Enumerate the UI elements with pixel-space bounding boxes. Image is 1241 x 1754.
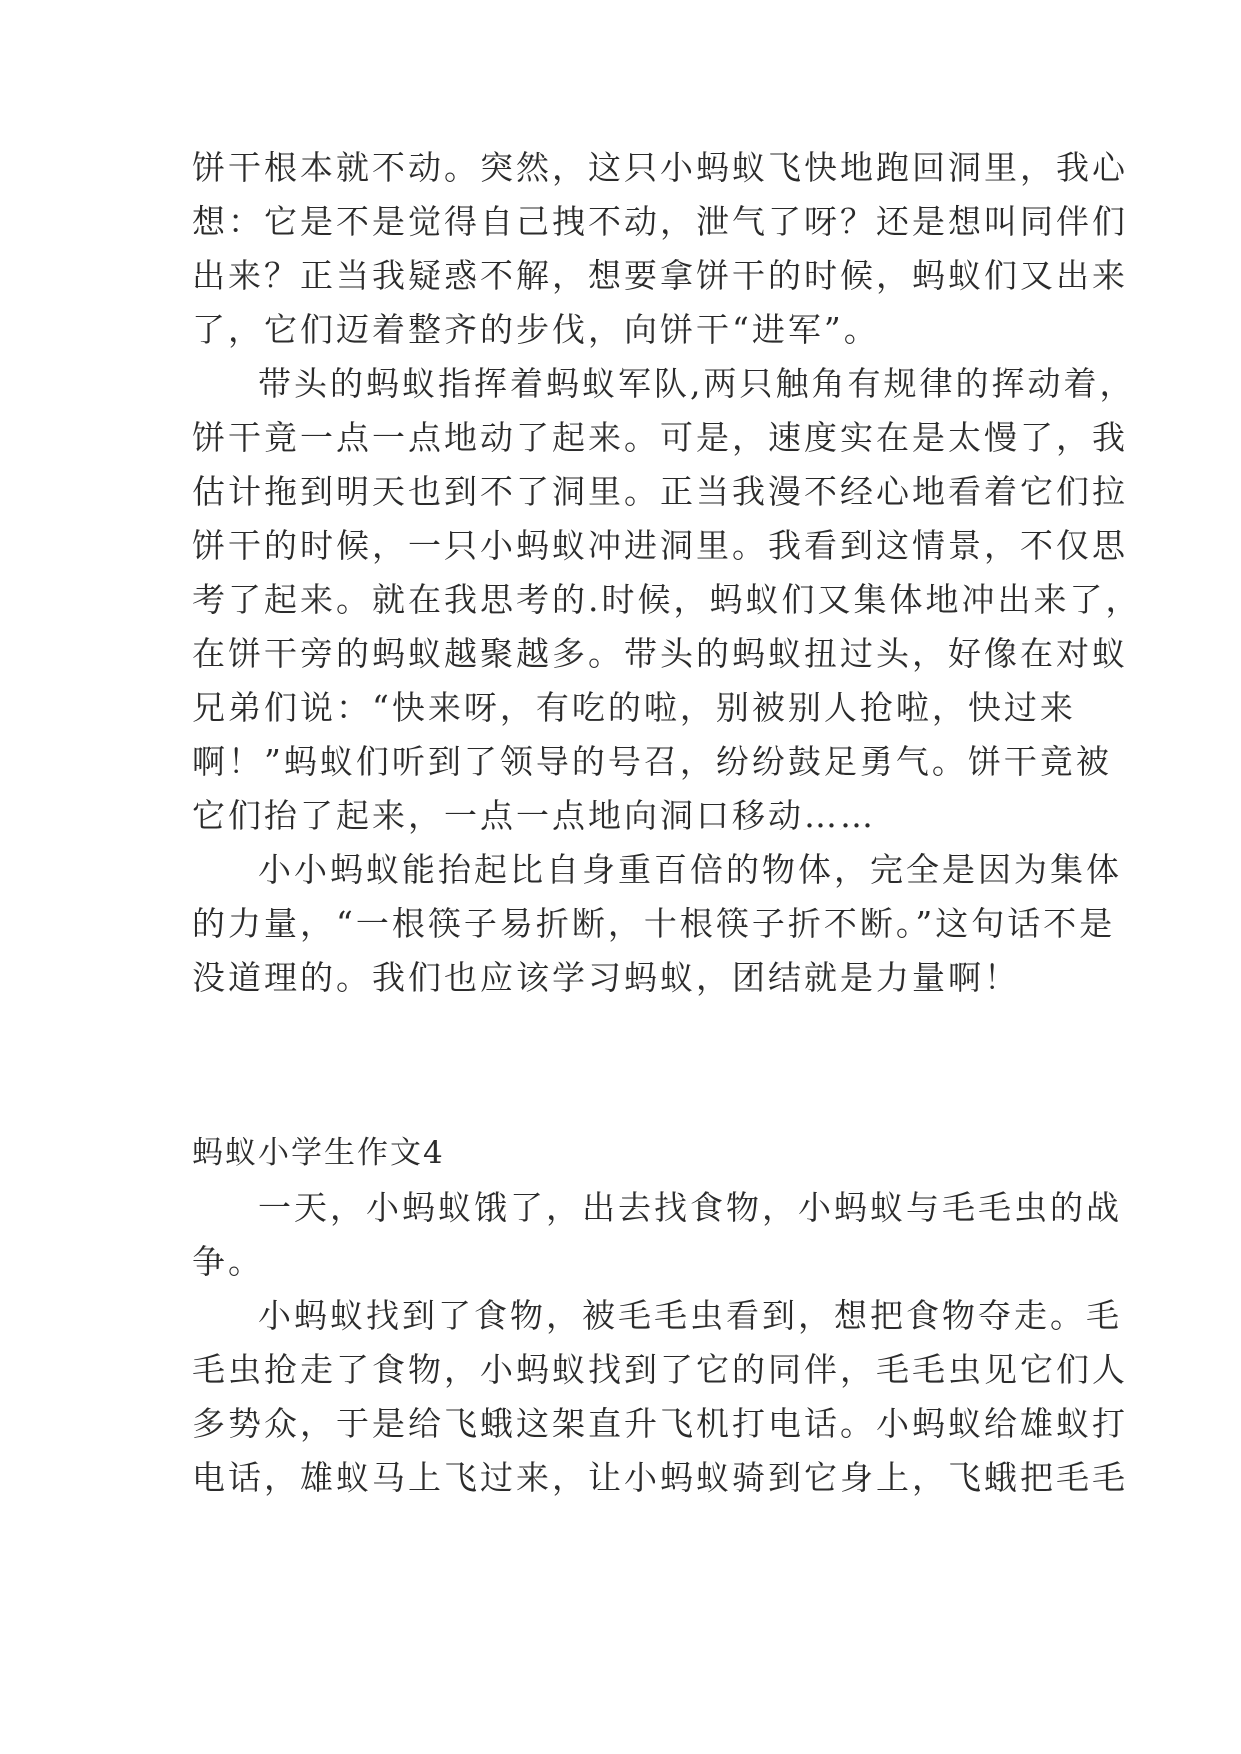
text-line: 带头的蚂蚁指挥着蚂蚁军队,两只触角有规律的挥动着， (258, 364, 1136, 403)
text-line: 在饼干旁的蚂蚁越聚越多。带头的蚂蚁扭过头，好像在对蚁 (192, 634, 1128, 673)
text-line: 了，它们迈着整齐的步伐，向饼干“进军”。 (192, 310, 880, 349)
text-line: 啊！”蚂蚁们听到了领导的号召，纷纷鼓足勇气。饼干竟被 (192, 742, 1112, 781)
text-line: 想：它是不是觉得自己拽不动，泄气了呀？还是想叫同伴们 (192, 202, 1128, 241)
text-line: 考了起来。就在我思考的.时候，蚂蚁们又集体地冲出来了， (192, 580, 1142, 619)
section-heading: 蚂蚁小学生作文4 (192, 1135, 445, 1171)
text-line: 一天，小蚂蚁饿了，出去找食物，小蚂蚁与毛毛虫的战 (258, 1188, 1122, 1227)
text-line: 估计拖到明天也到不了洞里。正当我漫不经心地看着它们拉 (192, 472, 1128, 511)
text-line: 饼干的时候，一只小蚂蚁冲进洞里。我看到这情景，不仅思 (192, 526, 1128, 565)
text-line: 争。 (192, 1242, 264, 1281)
text-line: 毛虫抢走了食物，小蚂蚁找到了它的同伴，毛毛虫见它们人 (192, 1350, 1128, 1389)
text-line: 饼干根本就不动。突然，这只小蚂蚁飞快地跑回洞里，我心 (192, 148, 1128, 187)
text-line: 它们抬了起来，一点一点地向洞口移动…… (192, 796, 876, 835)
text-line: 的力量，“一根筷子易折断，十根筷子折不断。”这句话不是 (192, 904, 1116, 943)
text-line: 兄弟们说：“快来呀，有吃的啦，别被别人抢啦，快过来 (192, 688, 1076, 727)
text-line: 多势众，于是给飞蛾这架直升飞机打电话。小蚂蚁给雄蚁打 (192, 1404, 1128, 1443)
text-line: 电话，雄蚁马上飞过来，让小蚂蚁骑到它身上，飞蛾把毛毛 (192, 1458, 1128, 1497)
text-line: 饼干竟一点一点地动了起来。可是，速度实在是太慢了，我 (192, 418, 1128, 457)
text-line: 出来？正当我疑惑不解，想要拿饼干的时候，蚂蚁们又出来 (192, 256, 1128, 295)
text-line: 没道理的。我们也应该学习蚂蚁，团结就是力量啊！ (192, 958, 1020, 997)
text-line: 小蚂蚁找到了食物，被毛毛虫看到，想把食物夺走。毛 (258, 1296, 1122, 1335)
text-line: 小小蚂蚁能抬起比自身重百倍的物体，完全是因为集体 (258, 850, 1122, 889)
